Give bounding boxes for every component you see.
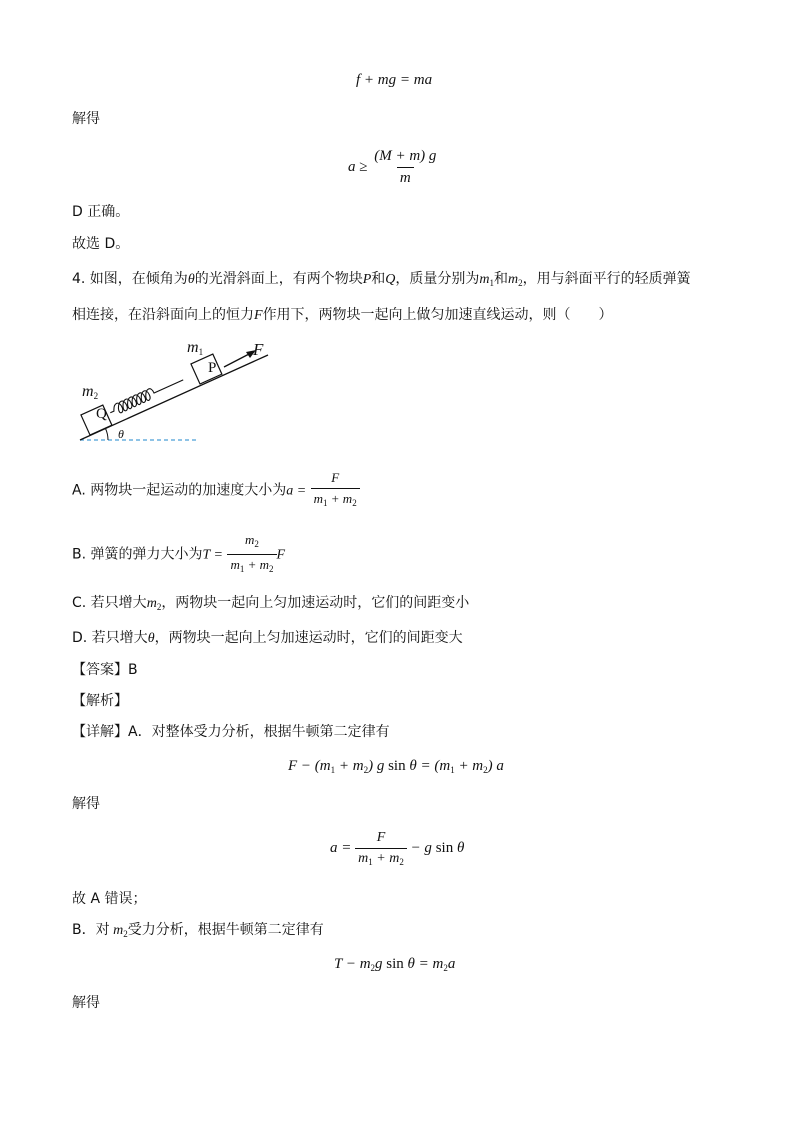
eq-lhs: a = xyxy=(330,839,352,856)
option-a-text: A. 两物块一起运动的加速度大小为 xyxy=(72,482,287,499)
question-4-line-2 xyxy=(72,306,613,325)
option-c-text: ，两物块一起向上匀加速运动时，它们的间距变小 xyxy=(161,595,470,611)
fraction: $\frac{F}{m_1 + m_2}$ xyxy=(355,830,407,867)
figure-label-p: P xyxy=(208,360,217,376)
q-symbol: Q xyxy=(385,272,396,287)
equation-f-mg-ma: f + mg = ma xyxy=(356,72,433,88)
question-4-line-1: 4. 如图，在倾角为θ的光滑斜面上，有两个物块P和Q，质量分别为$m_1$和$m_2$，用与斜面平行的轻质弹簧 xyxy=(72,271,691,288)
q4-text: 相连接，在沿斜面向上的恒力 xyxy=(72,307,254,323)
option-c: C. 若只增大$m_2$，两物块一起向上匀加速运动时，它们的间距变小 xyxy=(72,595,470,612)
equation-a-result: a = $\frac{F}{m_1 + m_2}$ − g sin θ xyxy=(330,830,465,867)
q4-text: 和 xyxy=(494,271,509,287)
fraction xyxy=(371,148,439,187)
q4-text: 的光滑斜面上，有两个物块 xyxy=(194,271,363,287)
angle-arc xyxy=(106,429,109,441)
fraction-numerator: (M + m) g xyxy=(374,148,437,164)
detail-line: 【详解】A．对整体受力分析，根据牛顿第二定律有 xyxy=(72,724,390,740)
option-a-lhs: a = xyxy=(286,483,307,499)
figure-label-f: F xyxy=(253,340,264,359)
p-symbol: P xyxy=(362,272,372,287)
equation-spring-force: $T - m_2g$ $\sin \theta = m_2a$ xyxy=(334,956,456,973)
q4-text: 和 xyxy=(371,271,386,287)
f-symbol: F xyxy=(254,308,263,323)
incline-figure xyxy=(76,335,276,447)
m2-symbol: m xyxy=(508,272,519,287)
option-d-text: D. 若只增大 xyxy=(72,630,148,646)
jiede-label: 解得 xyxy=(72,796,100,812)
figure-label-q: Q xyxy=(96,406,107,422)
analysis-label: 【解析】 xyxy=(72,693,128,709)
m1-symbol: m xyxy=(479,272,490,287)
d-correct-text: D 正确。 xyxy=(72,204,130,220)
option-a-fraction: $\frac{F}{m_1 + m_2}$ xyxy=(311,470,360,511)
option-d-text: ，两物块一起向上匀加速运动时，它们的间距变大 xyxy=(154,630,463,646)
option-b-fraction: $\frac{m_2}{m_1 + m_2}$ xyxy=(227,532,276,577)
figure-label-theta: θ xyxy=(118,427,124,441)
choose-d-text: 故选 D。 xyxy=(72,236,130,252)
answer-label: 【答案】B xyxy=(72,662,138,678)
equation-a-ge xyxy=(348,148,439,187)
option-b-text: B. 弹簧的弹力大小为 xyxy=(72,546,203,563)
option-d: D. 若只增大θ，两物块一起向上匀加速运动时，它们的间距变大 xyxy=(72,630,463,646)
fraction-denominator: m xyxy=(397,167,414,187)
option-b-lhs: T = xyxy=(202,547,223,563)
option-a xyxy=(72,470,360,511)
jiede-label: 解得 xyxy=(72,995,100,1011)
option-b: B. 弹簧的弹力大小为T = $\frac{m_2}{m_1 + m_2}$ F xyxy=(72,532,285,577)
q4-text: 4. 如图，在倾角为 xyxy=(72,271,188,287)
jiede-label: 解得 xyxy=(72,111,100,127)
equation-newton-whole: $F - (m_1 + m_2)$ g $\sin \theta = (m_1 + m_2)$ a xyxy=(288,758,504,775)
q4-text: ，质量分别为 xyxy=(395,271,480,287)
figure-label-m1: $m_1$ xyxy=(187,339,204,357)
figure-label-m2: $m_2$ xyxy=(82,383,99,401)
q4-text: 作用下，两物块一起向上做匀加速直线运动，则（ ） xyxy=(262,307,613,323)
eq-lhs: a ≥ xyxy=(348,158,368,175)
theta-symbol: θ xyxy=(187,272,195,287)
b-analysis-line: B．对 $m_2$受力分析，根据牛顿第二定律有 xyxy=(72,922,324,939)
a-wrong-text: 故 A 错误； xyxy=(72,891,147,907)
option-c-text: C. 若只增大 xyxy=(72,595,147,611)
q4-text: ，用与斜面平行的轻质弹簧 xyxy=(522,271,691,287)
